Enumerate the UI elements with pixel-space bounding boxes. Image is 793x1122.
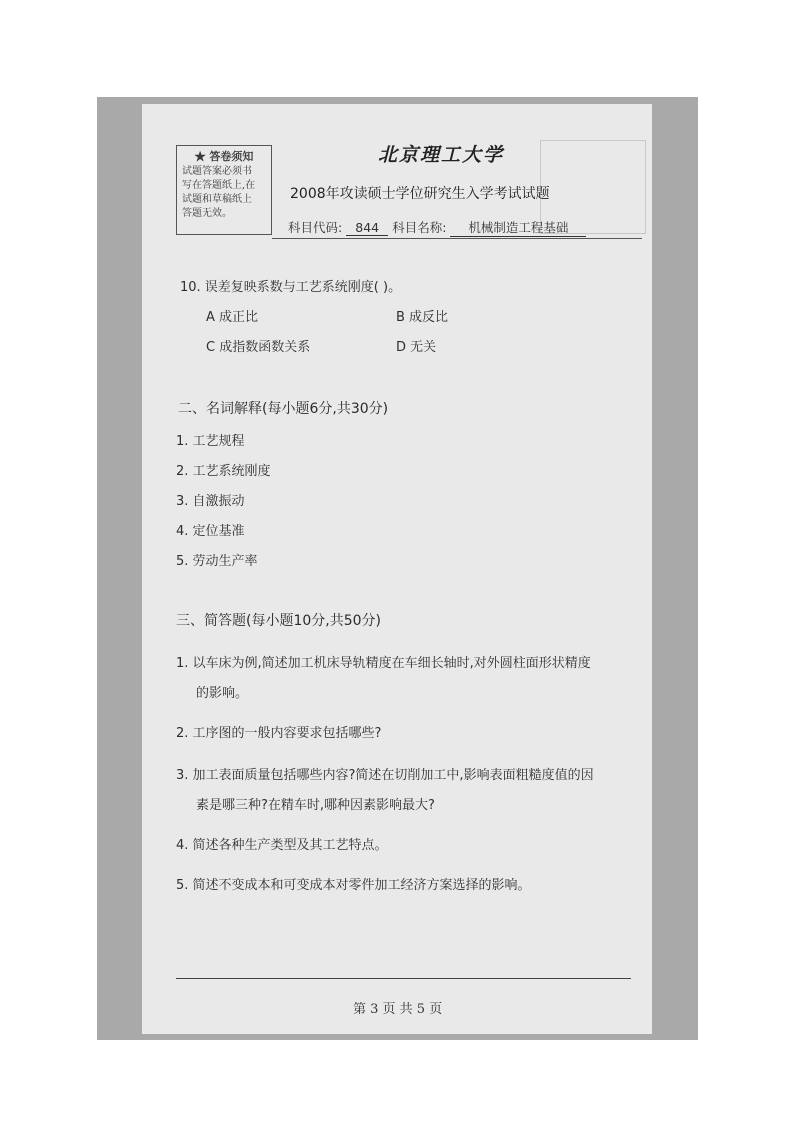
question-10-stem: 10. 误差复映系数与工艺系统刚度( )。 [180,280,402,295]
exam-title: 2008年攻读硕士学位研究生入学考试试题 [290,186,550,202]
subject-name-label: 科目名称: [392,220,447,235]
section-2-item: 2. 工艺系统刚度 [176,464,271,479]
notice-line: 试题和草稿纸上 [182,194,252,205]
section-3-question-3-cont: 素是哪三种?在精车时,哪种因素影响最大? [196,798,435,813]
question-10-option-c: C 成指数函数关系 [206,340,311,355]
subject-code-value: 844 [346,220,388,236]
section-2-item: 4. 定位基准 [176,524,245,539]
section-2-item: 3. 自激振动 [176,494,245,509]
section-2-item: 1. 工艺规程 [176,434,245,449]
section-3-question-5: 5. 简述不变成本和可变成本对零件加工经济方案选择的影响。 [176,878,531,893]
question-10-option-b: B 成反比 [396,310,449,325]
question-10-option-d: D 无关 [396,340,437,355]
subject-line [288,218,630,237]
answer-notice-box [176,145,272,235]
section-3-question-4: 4. 简述各种生产类型及其工艺特点。 [176,838,388,853]
section-2-heading: 二、名词解释(每小题6分,共30分) [178,401,389,417]
footer-divider [176,978,631,979]
notice-line: 答题无效。 [182,208,232,219]
notice-line: 试题答案必须书 [182,166,252,177]
question-10-option-a: A 成正比 [206,310,259,325]
section-3-question-1: 1. 以车床为例,简述加工机床导轨精度在车细长轴时,对外圆柱面形状精度 [176,656,591,671]
notice-title: ★ 答卷须知 [194,150,254,163]
header-divider [272,238,642,239]
subject-name-value: 机械制造工程基础 [450,218,586,237]
section-3-question-1-cont: 的影响。 [196,686,249,701]
subject-code-label: 科目代码: [288,220,343,235]
section-3-heading: 三、简答题(每小题10分,共50分) [176,613,382,629]
university-name: 北京理工大学 [378,144,505,166]
section-2-item: 5. 劳动生产率 [176,554,258,569]
section-3-question-2: 2. 工序图的一般内容要求包括哪些? [176,726,382,741]
notice-line: 写在答题纸上,在 [182,180,256,191]
section-3-question-3: 3. 加工表面质量包括哪些内容?简述在切削加工中,影响表面粗糙度值的因 [176,768,594,783]
exam-page [142,104,652,1034]
page-number: 第 3 页 共 5 页 [353,1002,443,1017]
